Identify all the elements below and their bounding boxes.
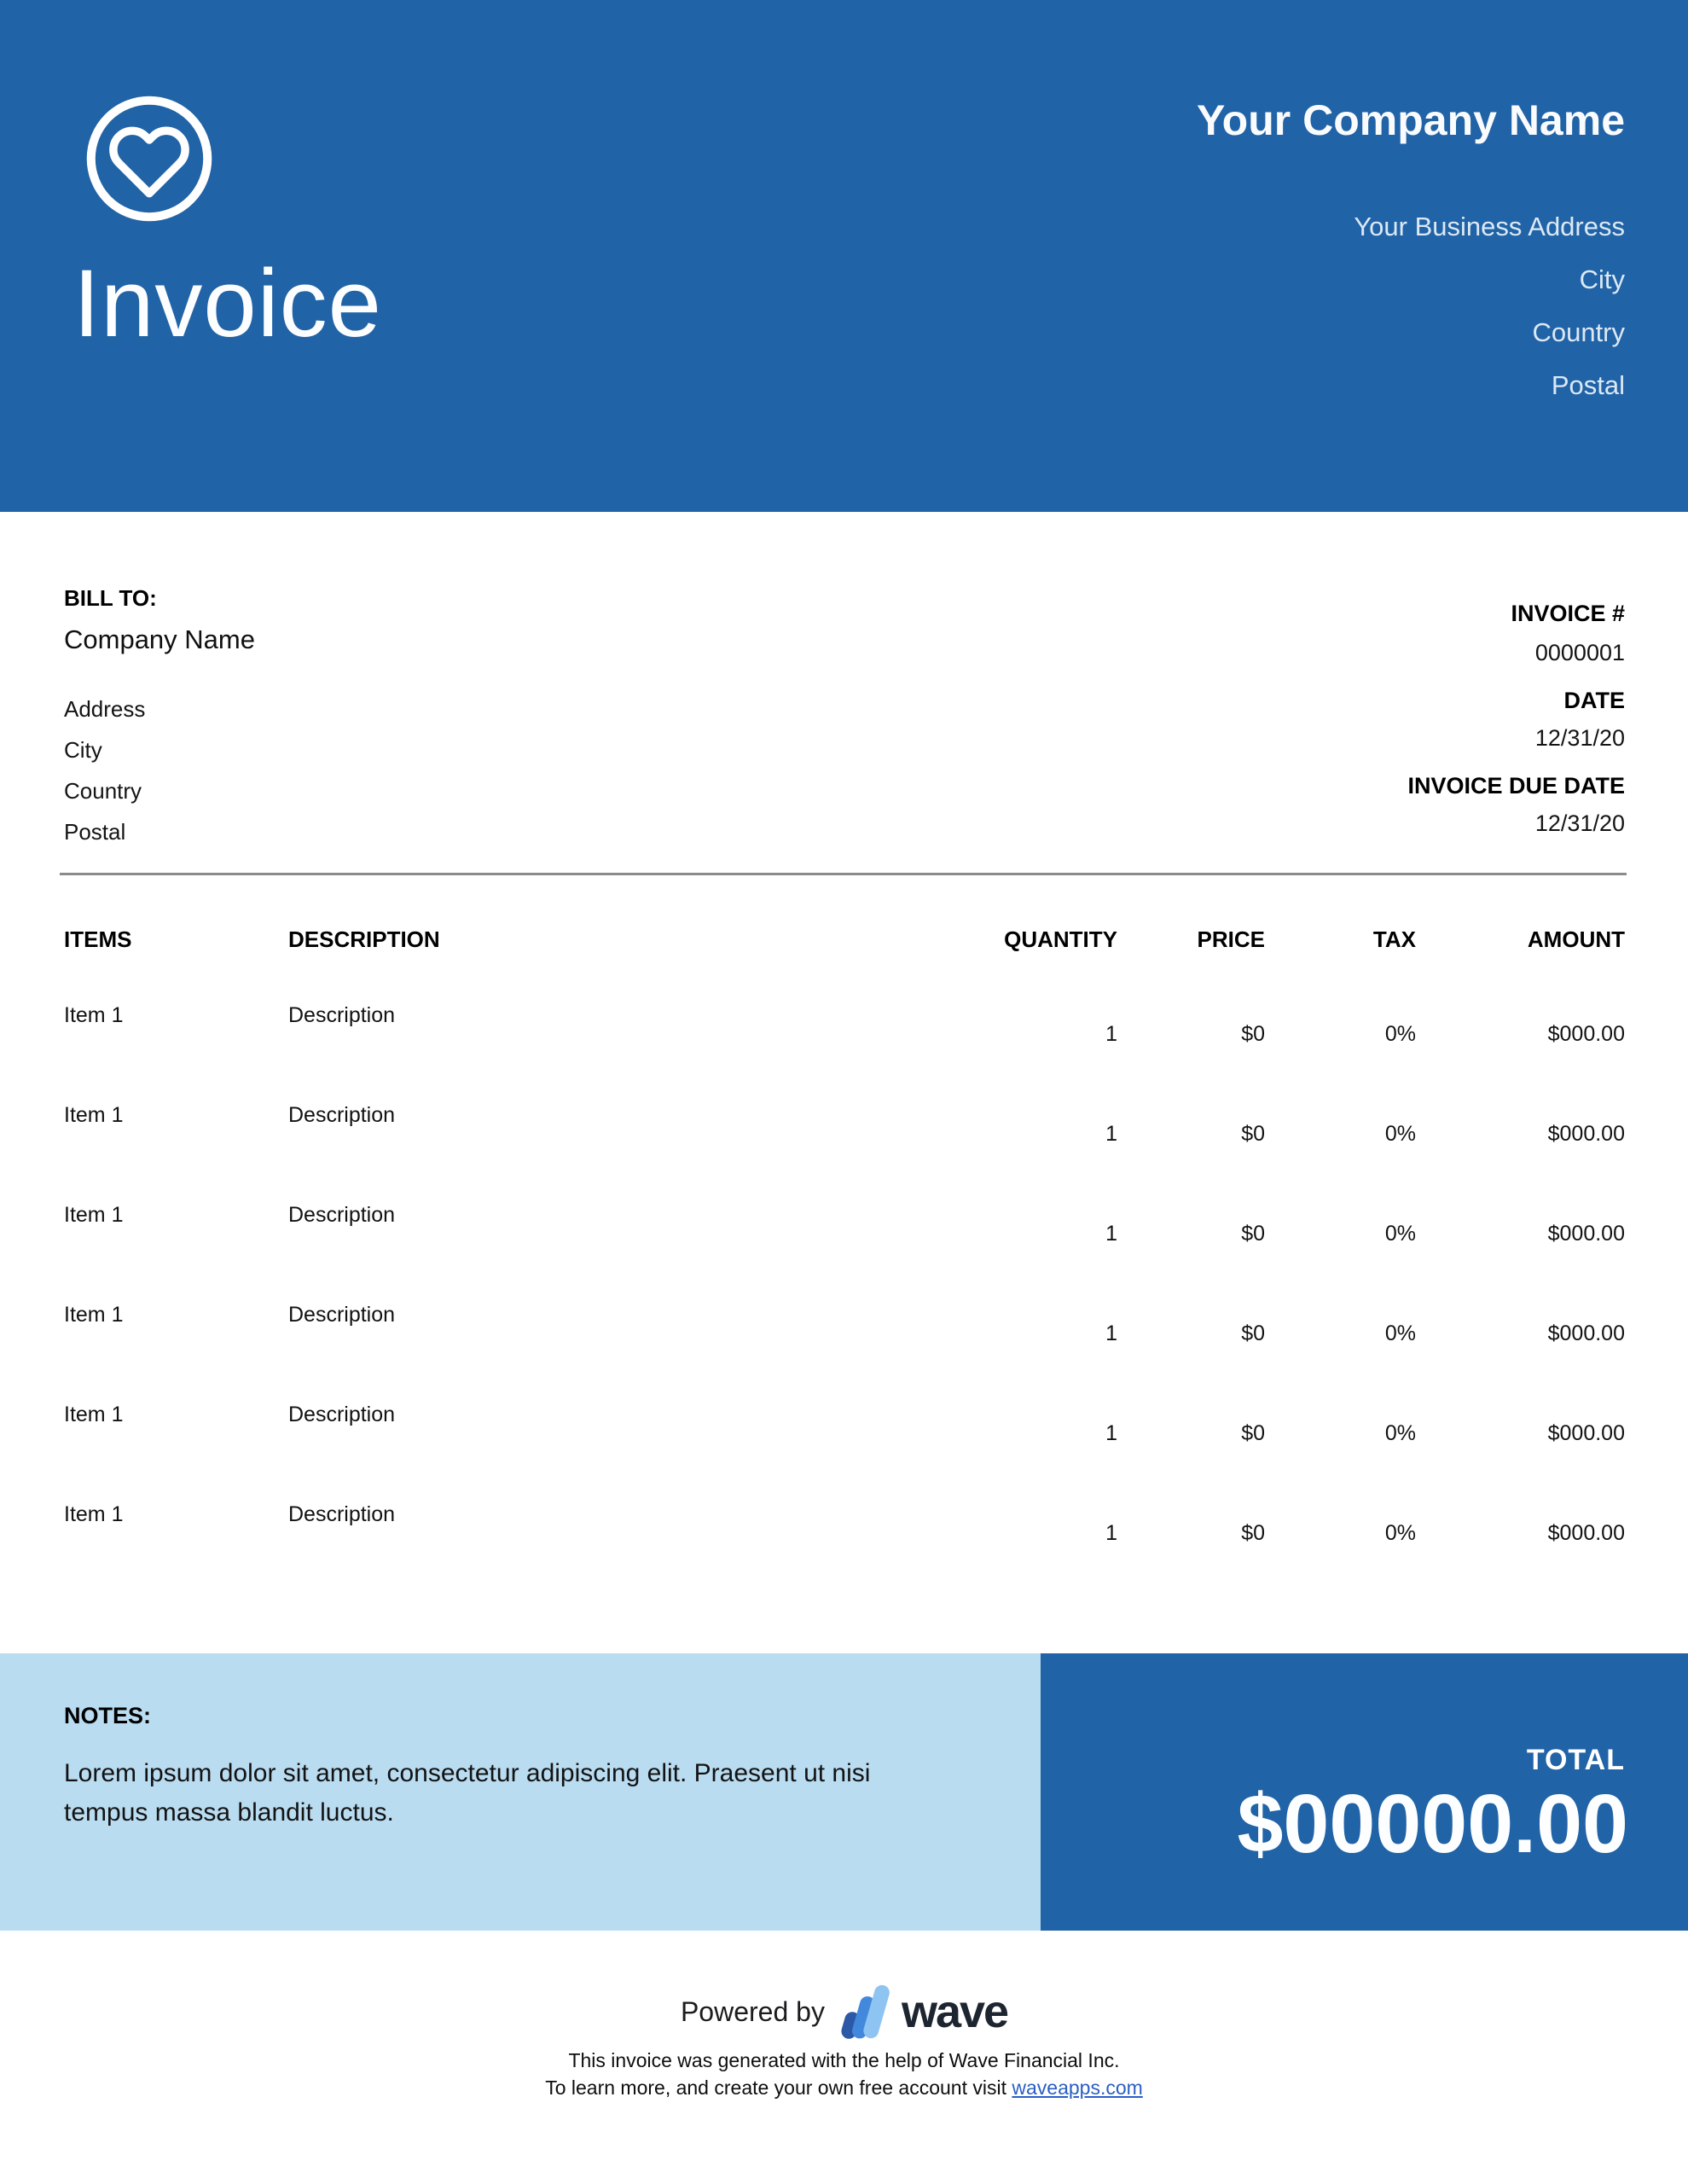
invoice-number-value: 0000001 [1534, 640, 1625, 665]
total-box [1041, 1653, 1688, 1931]
amount-cell: $000.00 [1547, 1521, 1625, 1545]
description-cell: Description [288, 1203, 396, 1227]
bill-to-address-line: Address [64, 696, 146, 722]
price-cell: $0 [1241, 1321, 1265, 1345]
bill-to-company: Company Name [64, 624, 255, 654]
invoice-title: Invoice [73, 250, 382, 357]
notes-label: NOTES: [64, 1703, 152, 1728]
amount-cell: $000.00 [1547, 1122, 1625, 1146]
quantity-cell: 1 [1105, 1421, 1117, 1445]
tax-cell: 0% [1384, 1222, 1416, 1246]
column-header-quantity: QUANTITY [1004, 926, 1117, 952]
price-cell: $0 [1241, 1222, 1265, 1246]
company-block [1197, 96, 1625, 425]
item-cell: Item 1 [64, 1303, 124, 1327]
tax-cell: 0% [1384, 1122, 1416, 1146]
item-cell: Item 1 [64, 1003, 124, 1027]
column-header-description: DESCRIPTION [288, 926, 440, 952]
invoice-number-label: INVOICE # [1511, 601, 1625, 626]
invoice-date-label: DATE [1563, 688, 1625, 713]
company-name: Your Company Name [1197, 96, 1625, 144]
amount-cell: $000.00 [1547, 1321, 1625, 1345]
items-table-body [64, 1003, 1625, 1602]
tax-cell: 0% [1384, 1421, 1416, 1445]
item-cell: Item 1 [64, 1203, 124, 1227]
column-header-items: ITEMS [64, 926, 132, 952]
description-cell: Description [288, 1003, 396, 1027]
item-cell: Item 1 [64, 1103, 124, 1127]
company-address-line: Your Business Address [1354, 212, 1625, 241]
column-header-price: PRICE [1197, 926, 1265, 952]
tax-cell: 0% [1384, 1022, 1416, 1046]
tax-cell: 0% [1384, 1521, 1416, 1545]
amount-cell: $000.00 [1547, 1222, 1625, 1246]
description-cell: Description [288, 1502, 396, 1526]
company-logo [83, 92, 216, 225]
table-row [64, 1103, 1625, 1203]
column-header-tax: TAX [1372, 926, 1416, 952]
footer-line-2-text: To learn more, and create your own free account visit [545, 2077, 1012, 2099]
invoice-date-value: 12/31/20 [1534, 725, 1625, 751]
header-band [0, 0, 1688, 512]
powered-by-row [0, 1976, 1688, 2048]
price-cell: $0 [1241, 1122, 1265, 1146]
tax-cell: 0% [1384, 1321, 1416, 1345]
quantity-cell: 1 [1105, 1222, 1117, 1246]
description-cell: Description [288, 1103, 396, 1127]
invoice-body [0, 512, 1688, 1653]
table-row [64, 1303, 1625, 1403]
total-label: TOTAL [1526, 1744, 1625, 1776]
quantity-cell: 1 [1105, 1022, 1117, 1046]
section-divider [60, 873, 1627, 875]
notes-box [0, 1653, 1041, 1931]
quantity-cell: 1 [1105, 1521, 1117, 1545]
powered-by-text: Powered by [680, 1995, 825, 2027]
footer-line-2 [0, 2077, 1688, 2100]
quantity-cell: 1 [1105, 1122, 1117, 1146]
price-cell: $0 [1241, 1421, 1265, 1445]
notes-text [64, 1754, 870, 1833]
wave-wordmark: wave [901, 1986, 1008, 2037]
table-row [64, 1502, 1625, 1602]
description-cell: Description [288, 1303, 396, 1327]
invoice-due-date-value: 12/31/20 [1534, 810, 1625, 836]
table-row [64, 1003, 1625, 1103]
bill-to-label: BILL TO: [64, 585, 157, 611]
table-row [64, 1403, 1625, 1502]
price-cell: $0 [1241, 1022, 1265, 1046]
amount-cell: $000.00 [1547, 1022, 1625, 1046]
bill-to-address-line: City [64, 737, 102, 763]
heart-circle-icon [83, 92, 216, 225]
total-amount: $00000.00 [1237, 1777, 1628, 1870]
wave-logo-icon [840, 1980, 886, 2043]
notes-text-line: Lorem ipsum dolor sit amet, consectetur adipiscing elit. Praesent ut nisi [64, 1759, 871, 1787]
notes-text-line: tempus massa blandit luctus. [64, 1798, 394, 1827]
table-row [64, 1203, 1625, 1303]
price-cell: $0 [1241, 1521, 1265, 1545]
items-table [64, 926, 1625, 1545]
description-cell: Description [288, 1403, 396, 1426]
invoice-due-date-label: INVOICE DUE DATE [1407, 773, 1625, 799]
summary-band [0, 1653, 1688, 1931]
company-address [1197, 213, 1625, 398]
company-address-line: Country [1532, 317, 1625, 347]
item-cell: Item 1 [64, 1403, 124, 1426]
item-cell: Item 1 [64, 1502, 124, 1526]
bill-to-address-line: Country [64, 778, 142, 804]
waveapps-link[interactable]: waveapps.com [1012, 2077, 1143, 2099]
bill-to-address-line: Postal [64, 819, 126, 845]
amount-cell: $000.00 [1547, 1421, 1625, 1445]
column-header-amount: AMOUNT [1527, 926, 1625, 952]
items-table-header [64, 926, 1625, 953]
company-address-line: City [1579, 264, 1625, 294]
company-address-line: Postal [1551, 370, 1625, 400]
footer-line-1: This invoice was generated with the help of Wave Financial Inc. [568, 2049, 1120, 2071]
quantity-cell: 1 [1105, 1321, 1117, 1345]
